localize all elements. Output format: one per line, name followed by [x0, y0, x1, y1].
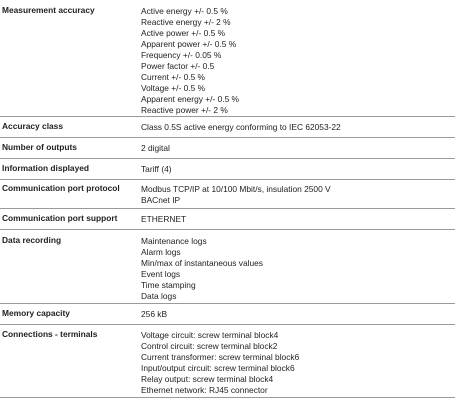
spec-value-line: Control circuit: screw terminal block2: [141, 341, 278, 351]
spec-value-line: ETHERNET: [141, 214, 187, 224]
row-divider: [0, 229, 455, 230]
spec-label: Connections - terminals: [2, 329, 98, 339]
spec-value-line: Time stamping: [141, 280, 196, 290]
row-divider: [0, 116, 455, 117]
spec-value: [141, 214, 186, 225]
spec-value-line: Modbus TCP/IP at 10/100 Mbit/s, insulation 2500 V: [141, 184, 331, 194]
row-divider: [0, 324, 455, 325]
spec-value-line: Reactive energy +/- 2 %: [141, 17, 231, 27]
spec-value-line: Event logs: [141, 269, 181, 279]
spec-value-line: Apparent energy +/- 0.5 %: [141, 94, 240, 104]
spec-value-line: Min/max of instantaneous values: [141, 258, 263, 268]
spec-value: [141, 164, 172, 175]
spec-value: [141, 309, 167, 320]
spec-value-line: Power factor +/- 0.5: [141, 61, 215, 71]
spec-value-line: Class 0.5S active energy conforming to IEC 62053-22: [141, 122, 341, 132]
spec-value-line: Frequency +/- 0.05 %: [141, 50, 222, 60]
row-divider: [0, 158, 455, 159]
spec-value-line: Data logs: [141, 291, 177, 301]
spec-value-line: Alarm logs: [141, 247, 181, 257]
row-divider: [0, 208, 455, 209]
spec-label: Number of outputs: [2, 142, 77, 152]
spec-label: Memory capacity: [2, 308, 70, 318]
spec-value-line: Relay output: screw terminal block4: [141, 374, 274, 384]
row-divider: [0, 397, 455, 398]
spec-value-line: Reactive power +/- 2 %: [141, 105, 228, 115]
spec-value: [141, 122, 341, 133]
spec-label: Measurement accuracy: [2, 5, 95, 15]
spec-value-line: Ethernet network: RJ45 connector: [141, 385, 268, 395]
spec-value: [141, 6, 239, 116]
spec-label: Communication port protocol: [2, 183, 120, 193]
spec-value: [141, 184, 331, 206]
spec-value-line: Current transformer: screw terminal block6: [141, 352, 300, 362]
spec-value-line: Maintenance logs: [141, 236, 207, 246]
spec-value-line: Input/output circuit: screw terminal block6: [141, 363, 295, 373]
spec-label: Communication port support: [2, 213, 118, 223]
spec-value-line: BACnet IP: [141, 195, 181, 205]
row-divider: [0, 303, 455, 304]
spec-value-line: Voltage circuit: screw terminal block4: [141, 330, 279, 340]
spec-value-line: Apparent power +/- 0.5 %: [141, 39, 237, 49]
spec-value-line: Current +/- 0.5 %: [141, 72, 206, 82]
spec-value: [141, 236, 263, 302]
spec-value: [141, 143, 170, 154]
row-divider: [0, 137, 455, 138]
spec-label: Data recording: [2, 235, 62, 245]
row-divider: [0, 179, 455, 180]
spec-label: Information displayed: [2, 163, 90, 173]
spec-value-line: 256 kB: [141, 309, 168, 319]
spec-value-line: Tariff (4): [141, 164, 172, 174]
spec-value-line: 2 digital: [141, 143, 170, 153]
spec-label: Accuracy class: [2, 121, 63, 131]
spec-value-line: Voltage +/- 0.5 %: [141, 83, 206, 93]
spec-value-line: Active power +/- 0.5 %: [141, 28, 226, 38]
spec-value-line: Active energy +/- 0.5 %: [141, 6, 228, 16]
spec-value: [141, 330, 299, 396]
